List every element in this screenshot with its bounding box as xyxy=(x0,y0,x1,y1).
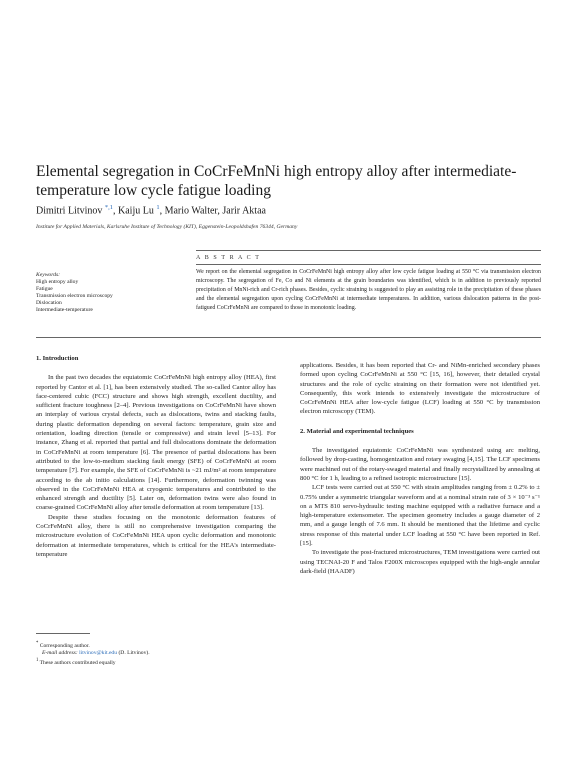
keyword-item: Fatigue xyxy=(36,286,53,292)
footnotes xyxy=(36,640,276,667)
abstract-bottom-rule xyxy=(36,337,541,338)
paragraph: LCF tests were carried out at 550 °C with strain amplitudes ranging from ± 0.2% to ± 0.75% under a symmetric triangular waveform and at a nominal strain rate of 3 × 10⁻³ s⁻¹ on a MTS 810 servo-hydraulic testing machine equipped with a radiative furnace and a high-temperature extensometer. The specimen geometry includes a gauge diameter of 2 mm, and a gauge length of 7.6 mm. It should be mentioned that the lifetime and cyclic stress response of this material under LCF loading at 550 °C have been reported in Ref. [15]. xyxy=(300,484,540,548)
keyword-item: Dislocation xyxy=(36,300,62,306)
footnote-equal-contribution: $^1$ These authors contributed equally xyxy=(36,658,116,667)
footnote-email: E-mail address: litvinov@kit.edu (D. Litvinov). xyxy=(42,650,150,657)
keywords-heading: Keywords: xyxy=(36,272,61,278)
abstract-heading: A B S T R A C T xyxy=(196,255,261,261)
abstract-heading-rule xyxy=(196,264,541,265)
paragraph: To investigate the post-fractured microstructures, TEM investigations were carried out using TECNAI-20 F and Talos F200X microscopes equipped with the high-angle annular dark-field (HAADF) xyxy=(300,549,540,575)
paper-title: Elemental segregation in CoCrFeMnNi high entropy alloy after intermediate-temperature low cycle fatigue loading xyxy=(36,163,517,199)
paragraph: Despite these studies focusing on the monotonic deformation features of CoCrFeMnNi alloy, there is still no comprehensive investigation comparing the microstructure evolution of CoCrFeMnNi HEA upon cyclic deformation and monotonic deformation at intermediate temperatures, which is critical for the HEA's intermediate-temperature xyxy=(36,513,276,558)
section-heading: 2. Material and experimental techniques xyxy=(300,427,414,435)
author-list: Dimitri Litvinov $^{*,1}$, Kaiju Lu $^1$, Mario Walter, Jarir Aktaa xyxy=(36,204,266,217)
keyword-item: Intermediate-temperature xyxy=(36,307,93,313)
footnote-corresponding: * Corresponding author. xyxy=(36,641,90,649)
author-marks[interactable]: *,1 xyxy=(104,204,114,211)
paragraph: In the past two decades the equiatomic CoCrFeMnNi high entropy alloy (HEA), first reported by Cantor et al. [1], has been extensively studied. The so-called Cantor alloy has face-centered cubic (FCC) structure and shows high strength, excellent ductility, and sufficient fracture toughness [2–4]. Previous investigations on CoCrFeMnNi have shown an interplay of various crystal defects, such as dislocations, twins and stacking faults, during plastic deformation depending on several factors: temperature, grain size and orientation, loading direction (tensile or compressive) and strain level [5–13]. For instance, Zhang et al. reported that partial and full dislocations dominate the deformation in CoCrFeMnNi at room temperature [6]. The presence of partial dislocations has been attributed to the low-to-medium stacking fault energy (SFE) of CoCrFeMnNi at room temperature [7]. For example, the SFE of CoCrFeMnNi is ~21 mJ/m² at room temperature according to the ab initio calculations [14]. Furthermore, deformation twinning was observed in the CoCrFeMnNi HEA at cryogenic temperatures and contributed to the enhanced strength and ductility [5]. Later on, deformation twins were also found in coarse-grained CoCrFeMnNi alloy after tensile deformation at room temperature [13]. xyxy=(36,374,276,512)
author-name: Dimitri Litvinov xyxy=(36,205,103,217)
footnote-mark: 1 xyxy=(36,658,39,664)
footnote-mark: * xyxy=(36,641,39,646)
keyword-item: High entropy alloy xyxy=(36,279,79,285)
footnote-rule xyxy=(36,633,90,634)
abstract-text: We report on the elemental segregation in CoCrFeMnNi high entropy alloy after low cycle fatigue loading at 550 °C via transmission electron microscopy. The segregation of Fe, Co and Ni elements at the grain boundaries was identified, which is in addition to previously reported precipitation of MnNi-rich and Cr-rich phases. Besides, cyclic straining is suggested to play an assisting role in the precipitation of these phases and the elemental segregation upon cycling CoCrFeMnNi at intermediate temperatures. In addition, various dislocation patterns in the post-fatigued CoCrFeMnNi are compared to those in monotonic loading. xyxy=(196,269,541,311)
right-column xyxy=(300,361,540,576)
author-name: Kaiju Lu xyxy=(118,205,154,217)
author-marks[interactable]: 1 xyxy=(156,204,160,211)
paragraph: applications. Besides, it has been reported that Cr- and NiMn-enriched secondary phases formed upon cycling CoCrFeMnNi at 550 °C [15, 16], however, their detailed crystal structures and the role of cyclic straining on their formation were not identified yet. Consequently, this work intends to extensively investigate the microstructure of CoCrFeMnNi HEA after low-cycle fatigue (LCF) loading at 550 °C by transmission electron microscopy (TEM). xyxy=(300,362,540,416)
section-heading: 1. Introduction xyxy=(36,355,79,362)
abstract-top-rule xyxy=(196,250,541,251)
affiliation: Institute for Applied Materials, Karlsruhe Institute of Technology (KIT), Eggenstein-Leopoldshafen 76344, Germany xyxy=(36,224,298,230)
author-name: Jarir Aktaa xyxy=(222,205,266,217)
author-name: Mario Walter xyxy=(164,205,218,217)
keywords-block xyxy=(36,272,186,314)
left-column xyxy=(36,354,276,559)
email-link[interactable]: litvinov@kit.edu xyxy=(79,650,118,657)
keyword-item: Transmission electron microscopy xyxy=(36,293,113,299)
paragraph: The investigated equiatomic CoCrFeMnNi was synthesized using arc melting, followed by drop-casting, homogenization and rotary swaging [4,15]. The LCF specimens were machined out of the rotary-swaged material and finally recrystallized by annealing at 800 °C for 1 h, leading to a refined isotropic microstructure [15]. xyxy=(300,447,540,482)
